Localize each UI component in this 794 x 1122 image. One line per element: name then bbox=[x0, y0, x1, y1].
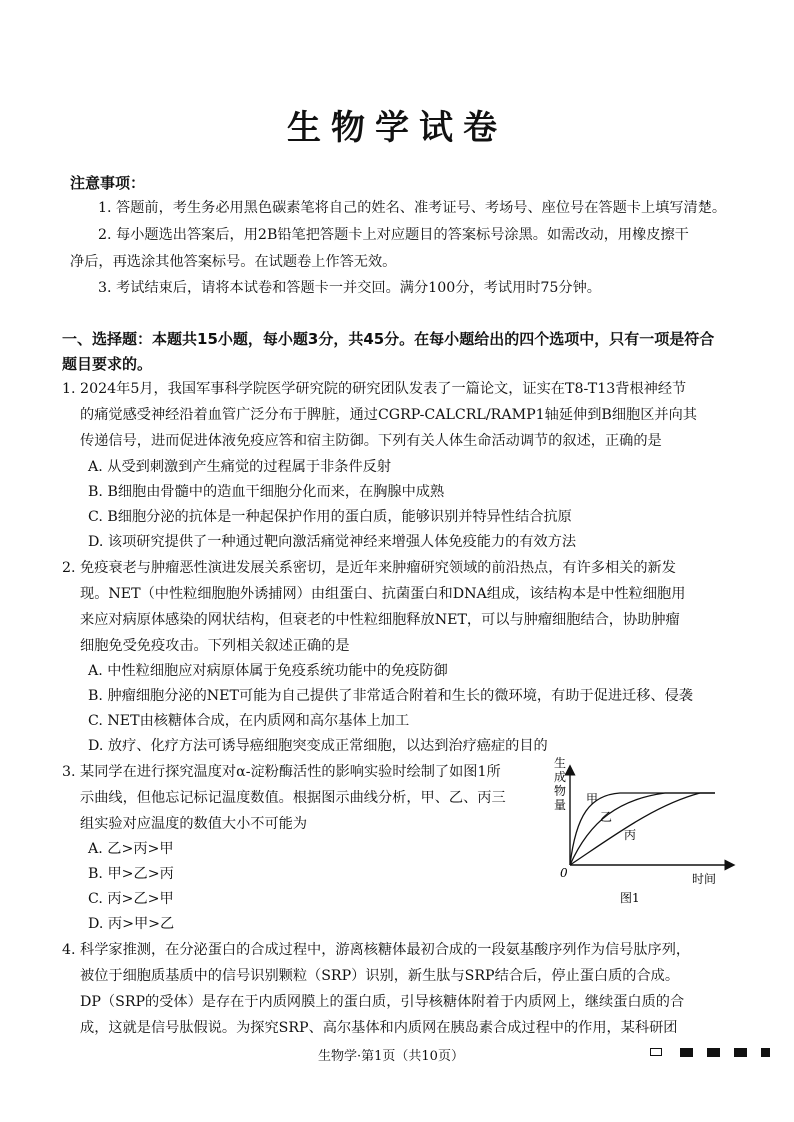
x-axis-label: 时间 bbox=[692, 872, 717, 886]
footer-marker bbox=[707, 1048, 720, 1057]
y-axis-label-char: 物 bbox=[554, 784, 567, 798]
notice-line: 净后，再选涂其他答案标号。在试题卷上作答无效。 bbox=[70, 254, 397, 270]
origin-label: 0 bbox=[560, 866, 568, 880]
figure-caption: 图1 bbox=[620, 891, 640, 905]
question-3-stem: 组实验对应温度的数值大小不可能为 bbox=[80, 816, 308, 832]
y-axis-label-char: 生 bbox=[554, 756, 567, 770]
question-1-option-d: D. 该项研究提供了一种通过靶向激活痛觉神经来增强人体免疫能力的有效方法 bbox=[88, 534, 577, 550]
notice-line: 3. 考试结束后，请将本试卷和答题卡一并交回。满分100分，考试用时75分钟。 bbox=[98, 280, 601, 296]
footer-marker-hollow bbox=[650, 1048, 662, 1056]
figure-1-graph bbox=[540, 755, 740, 915]
question-3-option-b: B. 甲>乙>丙 bbox=[88, 866, 174, 882]
question-3-option-d: D. 丙>甲>乙 bbox=[88, 916, 175, 932]
footer-marker bbox=[734, 1048, 747, 1057]
footer-marker bbox=[680, 1048, 693, 1057]
question-2-option-d: D. 放疗、化疗方法可诱导癌细胞突变成正常细胞，以达到治疗癌症的目的 bbox=[88, 738, 548, 754]
notice-heading: 注意事项： bbox=[70, 174, 146, 192]
question-4-stem: 4. 科学家推测，在分泌蛋白的合成过程中，游离核糖体最初合成的一段氨基酸序列作为信号肽序列， bbox=[62, 942, 691, 958]
question-4-stem: 成，这就是信号肽假说。为探究SRP、高尔基体和内质网在胰岛素合成过程中的作用，某科研团 bbox=[80, 1020, 678, 1036]
question-1-option-b: B. B细胞由骨髓中的造血干细胞分化而来，在胸腺中成熟 bbox=[88, 484, 445, 500]
question-4-stem: DP（SRP的受体）是存在于内质网膜上的蛋白质，引导核糖体附着于内质网上，继续蛋白质的合 bbox=[80, 994, 685, 1010]
page-title: 生物学试卷 bbox=[287, 108, 507, 148]
notice-line: 1. 答题前，考生务必用黑色碳素笔将自己的姓名、准考证号、考场号、座位号在答题卡上填写清楚。 bbox=[98, 200, 727, 216]
curve-label-jia: 甲 bbox=[586, 792, 599, 806]
notice-line: 2. 每小题选出答案后，用2B铅笔把答题卡上对应题目的答案标号涂黑。如需改动，用橡皮擦干 bbox=[98, 227, 689, 243]
footer-marker bbox=[761, 1048, 770, 1057]
question-2-stem: 来应对病原体感染的网状结构，但衰老的中性粒细胞释放NET，可以与肿瘤细胞结合，协助肿瘤 bbox=[80, 612, 680, 628]
question-2-option-c: C. NET由核糖体合成，在内质网和高尔基体上加工 bbox=[88, 713, 410, 729]
question-1-option-c: C. B细胞分泌的抗体是一种起保护作用的蛋白质，能够识别并特异性结合抗原 bbox=[88, 509, 572, 525]
question-2-stem: 现。NET（中性粒细胞胞外诱捕网）由组蛋白、抗菌蛋白和DNA组成，该结构本是中性粒细胞用 bbox=[80, 586, 686, 602]
page-footer: 生物学·第1页（共10页） bbox=[318, 1049, 464, 1064]
question-4-stem: 被位于细胞质基质中的信号识别颗粒（SRP）识别，新生肽与SRP结合后，停止蛋白质的合成。 bbox=[80, 968, 680, 984]
question-1-stem: 的痛觉感受神经沿着血管广泛分布于脾脏，通过CGRP-CALCRL/RAMP1轴延伸到B细胞区并向其 bbox=[80, 407, 697, 423]
question-3-stem: 示曲线，但他忘记标记温度数值。根据图示曲线分析，甲、乙、丙三 bbox=[80, 790, 506, 806]
question-1-option-a: A. 从受到刺激到产生痛觉的过程属于非条件反射 bbox=[88, 459, 392, 475]
question-3-option-c: C. 丙>乙>甲 bbox=[88, 891, 174, 907]
y-axis-label-char: 成 bbox=[554, 770, 567, 784]
question-2-option-b: B. 肿瘤细胞分泌的NET可能为自己提供了非常适合附着和生长的微环境，有助于促进迁移、侵袭 bbox=[88, 688, 693, 704]
question-1-stem: 1. 2024年5月，我国军事科学院医学研究院的研究团队发表了一篇论文，证实在T8-T13背根神经节 bbox=[62, 381, 687, 397]
section-heading: 一、选择题：本题共15小题，每小题3分，共45分。在每小题给出的四个选项中，只有一项是符合 bbox=[62, 330, 715, 348]
curve-label-yi: 乙 bbox=[600, 810, 613, 824]
question-2-stem: 2. 免疫衰老与肿瘤恶性演进发展关系密切，是近年来肿瘤研究领域的前沿热点，有许多相关的新发 bbox=[62, 560, 676, 576]
question-3-option-a: A. 乙>丙>甲 bbox=[88, 841, 174, 857]
section-heading: 题目要求的。 bbox=[62, 355, 153, 373]
y-axis-label-char: 量 bbox=[554, 798, 567, 812]
question-2-stem: 细胞免受免疫攻击。下列相关叙述正确的是 bbox=[80, 638, 350, 654]
curve-label-bing: 丙 bbox=[624, 828, 637, 842]
question-1-stem: 传递信号，进而促进体液免疫应答和宿主防御。下列有关人体生命活动调节的叙述，正确的是 bbox=[80, 433, 662, 449]
question-2-option-a: A. 中性粒细胞应对病原体属于免疫系统功能中的免疫防御 bbox=[88, 663, 448, 679]
question-3-stem: 3. 某同学在进行探究温度对α-淀粉酶活性的影响实验时绘制了如图1所 bbox=[62, 764, 501, 780]
